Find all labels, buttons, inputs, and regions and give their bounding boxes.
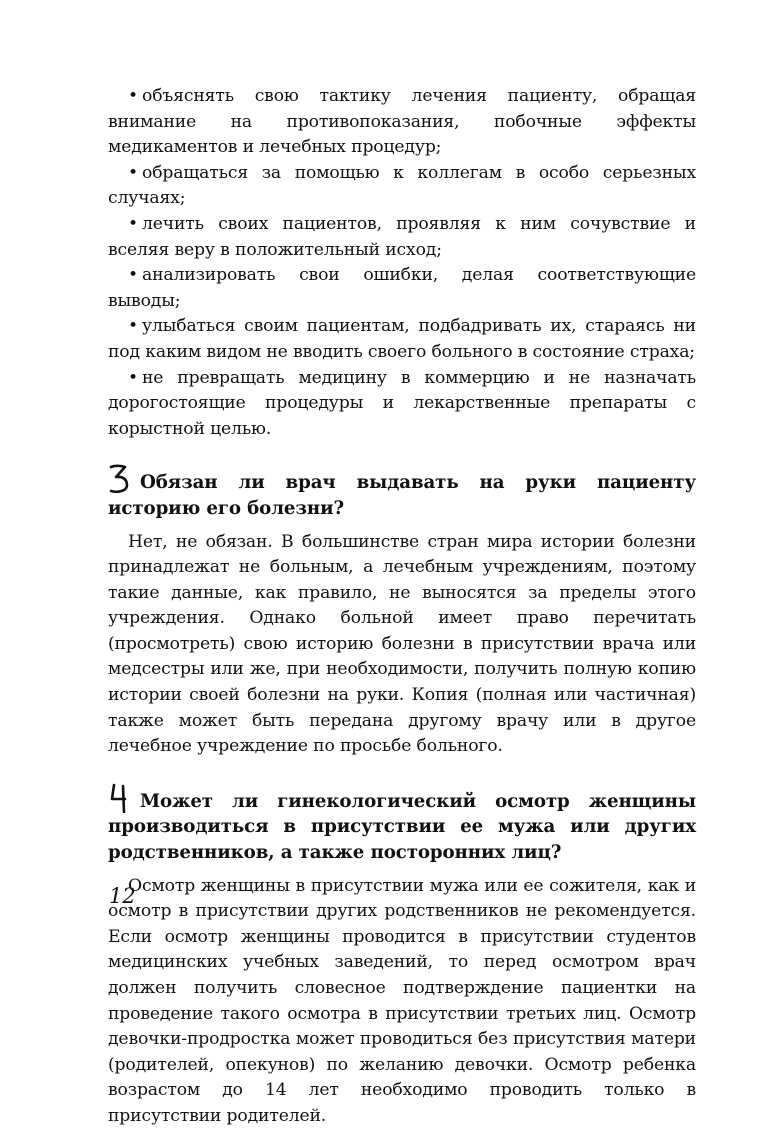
bullet-text: объяснять свою тактику лечения пациенту, обращая внимание на противопоказания, побочные эффекты медикаментов и лечебных процедур;: [108, 86, 696, 158]
duty-bullet-list: [108, 84, 696, 442]
question-4-title: Может ли гинекологический осмотр женщины производиться в присутствии ее мужа или других родственников, а также посторонних лиц?: [108, 790, 696, 864]
bullet-text: улыбаться своим пациентам, подбадривать их, стараясь ни под каким видом не вводить своего больного в состояние страха;: [108, 316, 696, 362]
bullet-text: лечить своих пациентов, проявляя к ним сочувствие и вселяя веру в положительный исход;: [108, 213, 696, 260]
bullet-mark: •: [128, 316, 138, 337]
bullet-item-6: [108, 366, 696, 443]
question-3-title: Обязан ли врач выдавать на руки пациенту историю его болезни?: [108, 472, 696, 519]
question-3-number: [108, 464, 140, 494]
question-3-heading: [108, 464, 696, 521]
bullet-item-1: [108, 84, 696, 161]
question-4-number: [108, 783, 140, 813]
bullet-item-3: [108, 212, 696, 263]
bullet-mark: •: [128, 265, 138, 286]
bullet-mark: •: [128, 213, 138, 234]
question-3-number-glyph: [108, 464, 132, 494]
bullet-mark: •: [128, 86, 138, 106]
question-3-answer: Нет, не обязан. В большинстве стран мира истории болезни принадлежат не больным, а лечебным учреждениям, поэтому такие данные, как правило, не выносятся за пределы этого учреждения. Однако больной имеет право перечитать (просмотреть) свою историю болезни в присутствии врача или медсестры или же, при необходимости, получить полную копию истории своей болезни на руки. Копия (полная или частичная) также может быть передана другому врачу или в другое лечебное учреждение по просьбе больного.: [108, 531, 696, 757]
question-4-number-glyph: [108, 783, 132, 813]
question-4-answer: Осмотр женщины в присутствии мужа или ее сожителя, как и осмотр в присутствии других родственников не рекомендуется. Если осмотр женщины проводится в присутствии студентов медицинских учебных заведений, то перед осмотром врач должен получить словесное подтверждение пациентки на проведение такого осмотра в присутствии третьих лиц. Осмотр девочки-продростка может проводиться без присутствия матери (родителей, опекунов) по желанию девочки. Осмотр ребенка возрастом до 14 лет необходимо проводить только в присутствии родителей.: [108, 875, 696, 1126]
bullet-text: анализировать свои ошибки, делая соответствующие выводы;: [108, 265, 696, 311]
page-body: [108, 84, 696, 1130]
bullet-mark: •: [128, 367, 138, 388]
bullet-item-2: [108, 161, 696, 212]
bullet-item-5: [108, 314, 696, 365]
bullet-mark: •: [128, 162, 138, 183]
bullet-text: обращаться за помощью к коллегам в особо серьезных случаях;: [108, 162, 696, 209]
page-number: 12: [109, 884, 136, 908]
bullet-text: не превращать медицину в коммерцию и не назначать дорогостоящие процедуры и лекарственные препараты с корыстной целью.: [108, 367, 696, 439]
bullet-item-4: [108, 263, 696, 314]
question-4-heading: [108, 783, 696, 866]
